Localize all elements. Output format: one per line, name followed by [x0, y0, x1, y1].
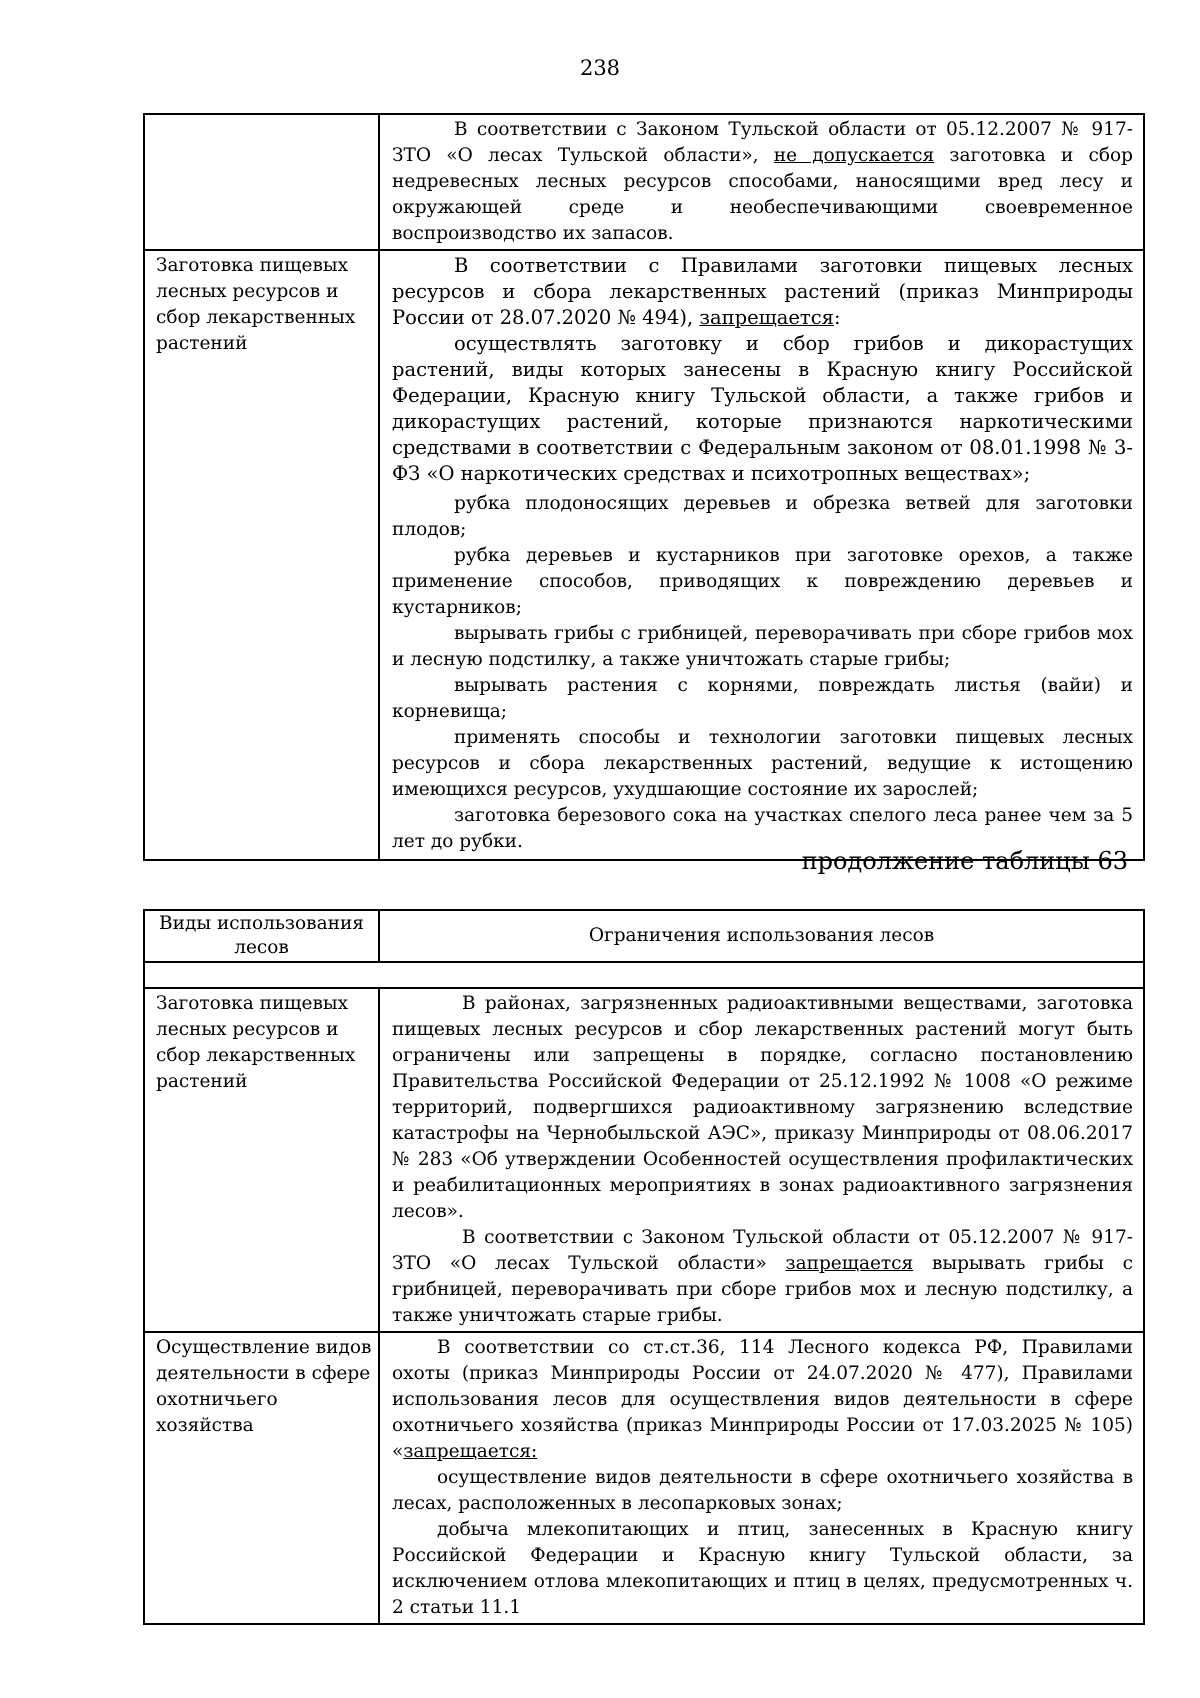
restrictions-cell: [379, 114, 1144, 250]
table-header-row: [144, 910, 1144, 962]
table-row: [144, 250, 1144, 860]
paragraph: В соответствии со ст.ст.36, 114 Лесного кодекса РФ, Правилами охоты (приказ Минприроды России от 24.07.2020 № 477), Правилами использования лесов для осуществления видов деятельности в сфере охотничьего хозяйства (приказ Минприроды России от 17.03.2025 № 105) «запрещается:: [392, 1337, 1133, 1462]
paragraph: В соответствии с Законом Тульской области от 05.12.2007 № 917-ЗТО «О лесах Тульской области» запрещается вырывать грибы с грибницей, переворачивать при сборе грибов мох и лесную подстилку, а также уничтожать старые грибы.: [392, 1227, 1133, 1326]
empty-row: [144, 962, 1144, 988]
column-header: Ограничения использования лесов: [379, 910, 1144, 962]
list-item: добыча млекопитающих и птиц, занесенных в Красную книгу Российской Федерации и Красную книгу Тульской области, за исключением отлова млекопитающих и птиц в целях, предусмотренных ч. 2 статьи 11.1: [392, 1519, 1133, 1618]
table-top: [143, 113, 1145, 861]
list-item: рубка плодоносящих деревьев и обрезка ветвей для заготовки плодов;: [392, 493, 1133, 540]
column-header: Виды использования лесов: [144, 910, 379, 962]
list-item: рубка деревьев и кустарников при заготовке орехов, а также применение способов, приводящих к повреждению деревьев и кустарников;: [392, 545, 1133, 618]
list-item: вырывать грибы с грибницей, переворачивать при сборе грибов мох и лесную подстилку, а также уничтожать старые грибы;: [392, 623, 1133, 670]
table-spacer-row: [144, 962, 1144, 988]
list-item: применять способы и технологии заготовки пищевых лесных ресурсов и сбора лекарственных растений, ведущие к истощению имеющихся ресурсов, ухудшающие состояние их зарослей;: [392, 727, 1133, 800]
table-row: [144, 988, 1144, 1332]
table-row: [144, 1332, 1144, 1624]
type-cell: Заготовка пищевых лесных ресурсов и сбор лекарственных растений: [144, 250, 379, 860]
paragraph: В соответствии с Правилами заготовки пищевых лесных ресурсов и сбора лекарственных растений (приказ Минприроды России от 28.07.2020 № 494), запрещается:: [392, 254, 1133, 329]
restrictions-cell: [379, 250, 1144, 860]
paragraph: В районах, загрязненных радиоактивными веществами, заготовка пищевых лесных ресурсов и сбор лекарственных растений могут быть ограничены или запрещены в порядке, согласно постановлению Правительства Российской Федерации от 25.12.1992 № 1008 «О режиме территорий, подвергшихся радиоактивному загрязнению вследствие катастрофы на Чернобыльской АЭС», приказу Минприроды от 08.06.2017 № 283 «Об утверждении Особенностей осуществления профилактических и реабилитационных мероприятиях в зонах радиоактивного загрязнения лесов».: [392, 993, 1133, 1222]
continuation-label: продолжение таблицы 63: [801, 847, 1128, 875]
table-bottom: [143, 909, 1145, 1625]
paragraph: В соответствии с Законом Тульской области от 05.12.2007 № 917-ЗТО «О лесах Тульской области», не допускается заготовка и сбор недревесных лесных ресурсов способами, наносящими вред лесу и окружающей среде и необеспечивающими своевременное воспроизводство их запасов.: [392, 119, 1133, 244]
table-row: [144, 114, 1144, 250]
restrictions-cell: [379, 988, 1144, 1332]
type-cell: Осуществление видов деятельности в сфере охотничьего хозяйства: [144, 1332, 379, 1624]
type-cell-empty: [144, 114, 379, 250]
list-item: заготовка березового сока на участках спелого леса ранее чем за 5 лет до рубки.: [392, 805, 1133, 852]
page-number: 238: [579, 56, 621, 80]
list-item: вырывать растения с корнями, повреждать листья (вайи) и корневища;: [392, 675, 1133, 722]
list-item: осуществление видов деятельности в сфере охотничьего хозяйства в лесах, расположенных в лесопарковых зонах;: [392, 1467, 1133, 1514]
list-item: осуществлять заготовку и сбор грибов и дикорастущих растений, виды которых занесены в Красную книгу Российской Федерации, Красную книгу Тульской области, а также грибов и дикорастущих растений, которые признаются наркотическими средствами в соответствии с Федеральным законом от 08.01.1998 № 3-ФЗ «О наркотических средствах и психотропных веществах»;: [392, 332, 1133, 485]
restrictions-cell: [379, 1332, 1144, 1624]
type-cell: Заготовка пищевых лесных ресурсов и сбор лекарственных растений: [144, 988, 379, 1332]
